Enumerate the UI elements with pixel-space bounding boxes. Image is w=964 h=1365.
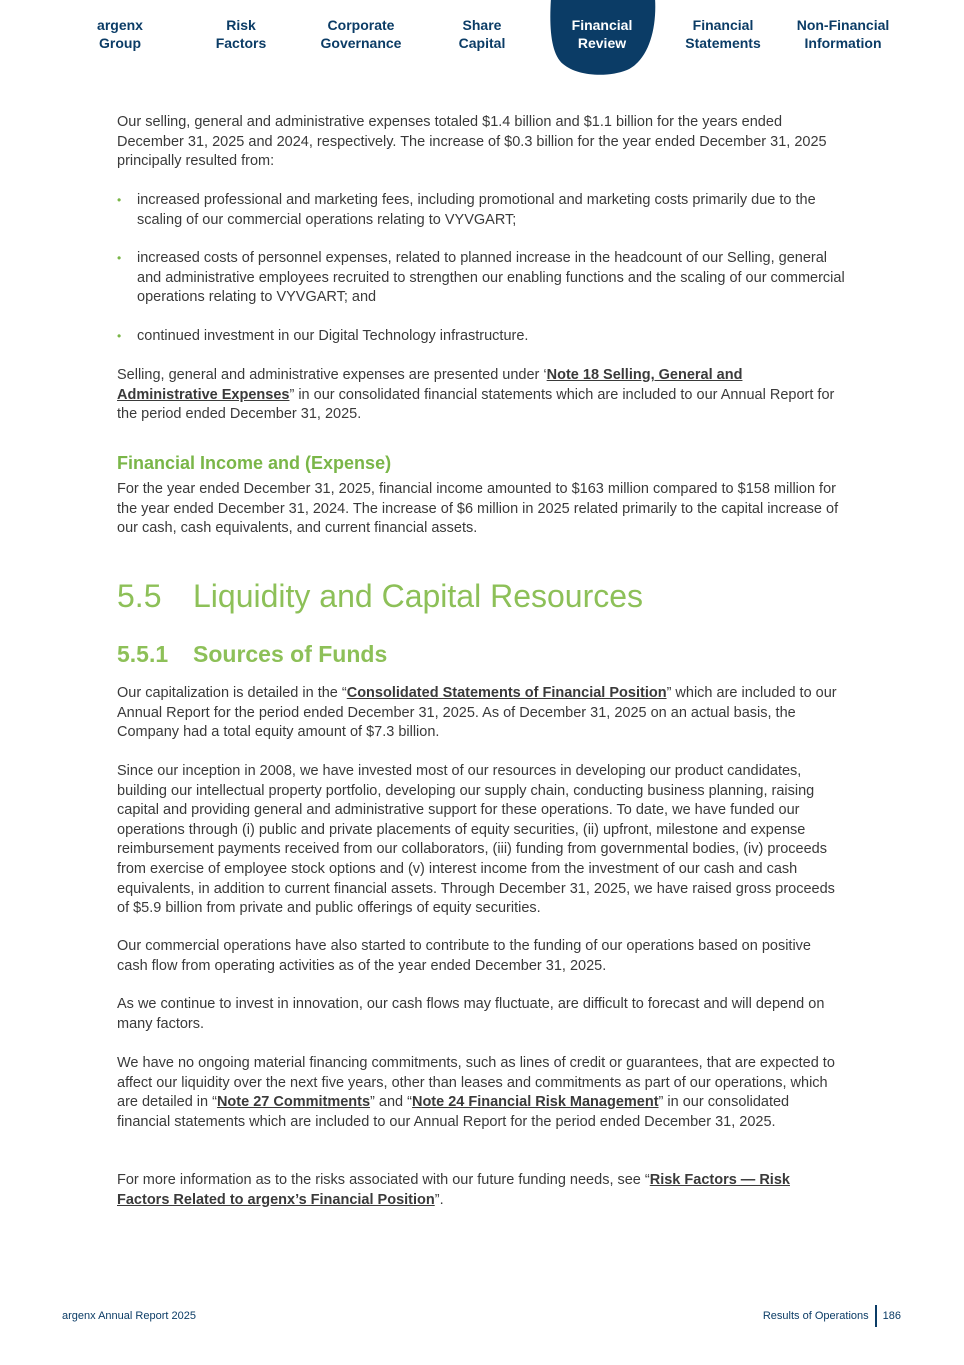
nav-tab-label: Review [577,35,627,51]
nav-tab-risk-factors[interactable] [181,16,301,52]
nav-tab-label: Factors [215,35,267,51]
sga-bullet-2: • increased costs of personnel expenses, related to planned increase in the headcount of our Selling, general and administrative employees recruited to strengthen our enabling functions and the scaling of our commercial operations relating to VYVGART; and [117,249,845,308]
financial-income-text: For the year ended December 31, 2025, financial income amounted to $163 million compared to $158 million for the year ended December 31, 2024. The increase of $6 million in 2025 related primarily to the capital increase of our cash, cash equivalents, and current financial assets. [117,481,839,537]
sga-note-text: ” in our consolidated financial statements which are included to our Annual Report for the period ended December 31, 2025. [117,386,835,423]
nav-tab-financial-statements[interactable] [663,16,783,52]
sga-intro: Our selling, general and administrative expenses totaled $1.4 billion and $1.1 billion for the years ended December 31, 2025 and 2024, respectively. The increase of $0.3 billion for the year ended December 31, 2025 principally resulted from: [117,114,827,170]
funds-text: ” in our consolidated financial statements which are included to our Annual Report for the period ended December 31, 2025. [117,1094,790,1130]
subsection-title: Sources of Funds [193,641,388,667]
section-heading [117,578,845,615]
nav-tab-corporate-governance[interactable] [301,16,421,52]
footer-divider [875,1305,877,1327]
funds-text: ” which are included to our Annual Report for the period ended December 31, 2025. As of December 31, 2025 on an actual basis, the Company had a total equity amount of $7.3 billion. [117,685,837,741]
funds-paragraph-1 [117,684,845,743]
nav-tab-label: Risk [226,17,256,33]
nav-tab-label: Corporate [327,17,395,33]
nav-tab-label: Financial [692,17,754,33]
funds-paragraph-4 [117,995,845,1034]
nav-tab-label: Capital [458,35,506,51]
note-18-link[interactable]: Note 18 Selling, General and Administrative Expenses [117,367,743,403]
nav-tab-share-capital[interactable] [422,16,542,52]
funds-text: As we continue to invest in innovation, our cash flows may fluctuate, are difficult to forecast and will depend on many factors. [117,996,825,1032]
subsection-number: 5.5.1 [117,641,169,667]
sga-bullet-1: • increased professional and marketing fees, including promotional and marketing costs primarily due to the scaling of our commercial operations relating to VYVGART; [117,191,845,230]
sga-note-text: Selling, general and administrative expenses are presented under ‘ [117,367,547,383]
nav-tab-label: Governance [320,35,402,51]
section-number: 5.5 [117,578,162,614]
footer-section-name: Results of Operations [762,1310,869,1322]
nav-tab-label: Non-Financial [796,17,890,33]
nav-tab-argenx-group[interactable] [60,16,180,52]
financial-income-section [117,453,845,539]
risk-factors-link[interactable]: Risk Factors — Risk Factors Related to argenx’s Financial Position [117,1172,790,1208]
funds-text: Our commercial operations have also started to contribute to the funding of our operations based on positive cash flow from operating activities as of the year ended December 31, 2025. [117,938,811,974]
funds-text: We have no ongoing material financing commitments, such as lines of credit or guarantees, that are expected to affect our liquidity over the next five years, other than leases and commitments as part of our operations, which are detailed in “ [117,1055,835,1111]
consolidated-statements-link[interactable]: Consolidated Statements of Financial Position [346,685,667,701]
note-27-link[interactable]: Note 27 Commitments [216,1094,371,1111]
nav-tab-label: Information [804,35,882,51]
funds-paragraph-3 [117,937,845,976]
sga-section [117,113,845,172]
nav-tab-financial-review[interactable] [542,16,662,52]
funds-text: ” and “ [370,1094,412,1111]
section-title: Liquidity and Capital Resources [193,578,644,614]
subsection-heading [117,641,845,668]
sga-note-paragraph [117,366,845,425]
nav-tab-label: Share [462,17,502,33]
footer-report-title: argenx Annual Report 2025 [62,1310,196,1322]
nav-tab-non-financial-information[interactable] [783,16,903,52]
nav-tab-label: Statements [685,35,761,51]
funds-paragraph-6 [117,1171,845,1210]
note-24-link[interactable]: Note 24 Financial Risk Management [411,1094,659,1111]
funds-text: Our capitalization is detailed in the “ [117,685,347,701]
financial-income-heading: Financial Income and (Expense) [117,453,392,473]
footer-page-info [763,1305,901,1327]
funds-text: ”. [434,1191,444,1208]
funds-text: Since our inception in 2008, we have invested most of our resources in developing our product candidates, building our intellectual property portfolio, developing our supply chain, conducting business planning, raising capital and providing general and administrative support for these operations. To date, we have funded our operations through (i) public and private placements of equity securities, (ii) upfront, milestone and expense reimbursement payments received from our collaborators, (iii) funding from governmental bodies, (iv) proceeds from exercise of employee stock options and (v) interest income from the investment of our cash and cash equivalents, in addition to current financial assets. Through December 31, 2025, we have raised gross proceeds of $5.9 billion from private and public offerings of equity securities. [117,763,835,917]
funds-text: For more information as to the risks associated with our future funding needs, see “ [117,1172,650,1188]
funds-paragraph-5 [117,1054,845,1132]
nav-tab-label: Financial [571,17,633,33]
nav-tab-label: Group [99,35,141,51]
nav-tab-label: argenx [97,17,143,33]
sga-bullets [117,191,845,347]
funds-paragraph-2 [117,762,845,919]
sga-bullet-3: • continued investment in our Digital Technology infrastructure. [117,327,845,347]
page-number: 186 [882,1310,901,1322]
top-navigation [60,0,904,80]
